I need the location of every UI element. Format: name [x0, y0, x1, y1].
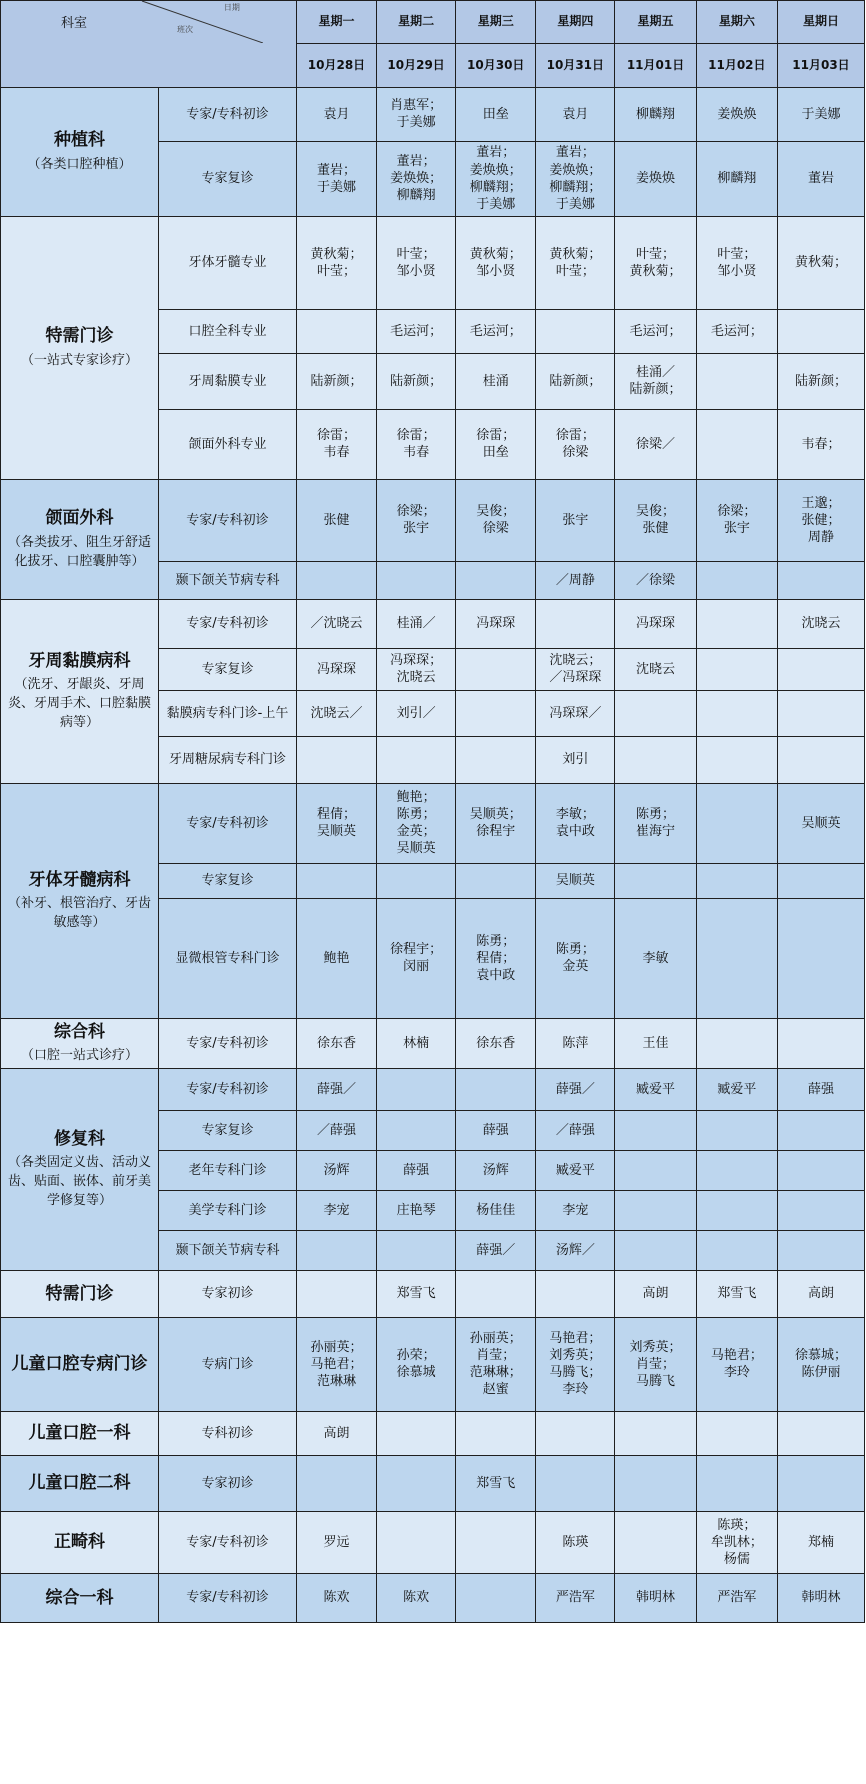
doctor-cell: 严浩军 [536, 1573, 615, 1622]
doctor-cell [615, 1150, 696, 1190]
doctor-cell: 韦春； [777, 409, 864, 479]
doctor-cell: 高朗 [296, 1411, 376, 1455]
doctor-cell: 冯琛琛 [456, 599, 536, 648]
doctor-cell [777, 648, 864, 690]
doctor-cell: 徐雷； 田垒 [456, 409, 536, 479]
doctor-cell [536, 309, 615, 353]
doctor-cell: 陆新颜； [536, 353, 615, 409]
doctor-cell: ／沈晓云 [296, 599, 376, 648]
weekday-header: 星期日 [777, 1, 864, 44]
doctor-cell: 沈晓云／ [296, 690, 376, 736]
doctor-cell: 于美娜 [777, 87, 864, 141]
doctor-cell: 韩明林 [777, 1573, 864, 1622]
doctor-cell [696, 1455, 777, 1511]
doctor-cell: ／周静 [536, 561, 615, 599]
schedule-row [1, 1068, 865, 1110]
doctor-cell: ／薛强 [536, 1110, 615, 1150]
doctor-cell [377, 736, 456, 783]
department-cell [1, 479, 159, 599]
doctor-cell: 吴俊； 张健 [615, 479, 696, 561]
doctor-cell: 陈勇； 程倩； 袁中政 [456, 898, 536, 1018]
doctor-cell [456, 648, 536, 690]
doctor-cell: 毛运河； [696, 309, 777, 353]
doctor-cell: 吴顺英 [536, 863, 615, 898]
doctor-cell [456, 1411, 536, 1455]
department-name: 综合科 [54, 1021, 106, 1042]
doctor-cell: 徐程宇； 闵丽 [377, 898, 456, 1018]
doctor-cell [456, 1068, 536, 1110]
doctor-cell: 陈欢 [377, 1573, 456, 1622]
slot-cell: 牙体牙髓专业 [159, 216, 297, 309]
doctor-cell: 黄秋菊； 邹小贤 [456, 216, 536, 309]
doctor-cell [615, 1230, 696, 1270]
slot-cell: 专家/专科初诊 [159, 599, 297, 648]
doctor-cell: 徐东香 [456, 1018, 536, 1068]
doctor-cell: 薛强 [377, 1150, 456, 1190]
doctor-cell: 汤辉 [296, 1150, 376, 1190]
doctor-cell: 马艳君； 刘秀英； 马腾飞； 李玲 [536, 1317, 615, 1411]
doctor-cell [777, 898, 864, 1018]
doctor-cell [696, 1110, 777, 1150]
doctor-cell: 桂涌 [456, 353, 536, 409]
doctor-cell: 汤辉／ [536, 1230, 615, 1270]
doctor-cell: 董岩； 姜焕焕； 柳麟翔； 于美娜 [456, 141, 536, 216]
weekday-header: 星期三 [456, 1, 536, 44]
doctor-cell [777, 690, 864, 736]
schedule-body [1, 87, 865, 1622]
department-name: 种植科 [54, 130, 106, 151]
doctor-cell [456, 1511, 536, 1573]
doctor-cell: 薛强／ [456, 1230, 536, 1270]
doctor-cell: 刘引 [536, 736, 615, 783]
doctor-cell: 陆新颜； [777, 353, 864, 409]
schedule-row [1, 479, 865, 561]
schedule-row [1, 599, 865, 648]
doctor-cell [777, 1150, 864, 1190]
department-name: 牙体牙髓病科 [28, 869, 131, 890]
slot-cell: 牙周黏膜专业 [159, 353, 297, 409]
department-description: （各类拔牙、阻生牙舒适化拔牙、口腔囊肿等） [8, 534, 152, 569]
doctor-cell [296, 863, 376, 898]
doctor-cell: 袁月 [536, 87, 615, 141]
slot-cell: 专家复诊 [159, 1110, 297, 1150]
doctor-cell: 郑楠 [777, 1511, 864, 1573]
doctor-cell: 李敏； 袁中政 [536, 783, 615, 863]
doctor-cell [377, 1511, 456, 1573]
doctor-cell [696, 1230, 777, 1270]
doctor-cell: 杨佳佳 [456, 1190, 536, 1230]
doctor-cell [615, 1455, 696, 1511]
doctor-cell [296, 1455, 376, 1511]
doctor-cell: 鲍艳； 陈勇； 金英； 吴顺英 [377, 783, 456, 863]
doctor-cell: 刘秀英； 肖莹； 马腾飞 [615, 1317, 696, 1411]
slot-cell: 口腔全科专业 [159, 309, 297, 353]
doctor-cell [696, 1018, 777, 1068]
slot-cell: 专家初诊 [159, 1270, 297, 1317]
doctor-cell [615, 1411, 696, 1455]
doctor-cell [615, 1110, 696, 1150]
doctor-cell: 薛强／ [296, 1068, 376, 1110]
doctor-cell: 孙丽英； 马艳君； 范琳琳 [296, 1317, 376, 1411]
doctor-cell: 董岩； 于美娜 [296, 141, 376, 216]
doctor-cell [456, 690, 536, 736]
doctor-cell [696, 863, 777, 898]
schedule-row [1, 1455, 865, 1511]
doctor-cell: 陆新颜； [296, 353, 376, 409]
slot-cell: 专病门诊 [159, 1317, 297, 1411]
department-cell [1, 1411, 159, 1455]
department-description: （各类固定义齿、活动义齿、贴面、嵌体、前牙美学修复等） [8, 1155, 152, 1208]
doctor-cell [296, 561, 376, 599]
doctor-cell [615, 1511, 696, 1573]
doctor-cell [777, 1411, 864, 1455]
doctor-cell: 薛强 [777, 1068, 864, 1110]
doctor-cell [615, 1190, 696, 1230]
slot-cell: 专家复诊 [159, 863, 297, 898]
doctor-cell: 袁月 [296, 87, 376, 141]
doctor-cell [777, 1018, 864, 1068]
slot-cell: 专科初诊 [159, 1411, 297, 1455]
slot-axis-label: 班次 [177, 25, 193, 34]
schedule-row [1, 1018, 865, 1068]
doctor-cell: 冯琛琛 [615, 599, 696, 648]
slot-cell: 专家/专科初诊 [159, 479, 297, 561]
doctor-cell: 姜焕焕 [615, 141, 696, 216]
doctor-cell [296, 309, 376, 353]
doctor-cell: 李宠 [536, 1190, 615, 1230]
schedule-row [1, 1511, 865, 1573]
doctor-cell [456, 736, 536, 783]
doctor-cell [377, 1411, 456, 1455]
department-cell [1, 1511, 159, 1573]
doctor-cell [696, 1190, 777, 1230]
doctor-cell: 黄秋菊； [777, 216, 864, 309]
doctor-cell [377, 1230, 456, 1270]
doctor-cell: 臧爱平 [615, 1068, 696, 1110]
doctor-cell: 徐雷； 韦春 [296, 409, 376, 479]
doctor-cell: 吴顺英； 徐程宇 [456, 783, 536, 863]
doctor-cell: 陈勇； 崔海宁 [615, 783, 696, 863]
doctor-cell [456, 863, 536, 898]
date-header: 10月29日 [377, 44, 456, 87]
doctor-cell: 吴顺英 [777, 783, 864, 863]
date-header: 11月01日 [615, 44, 696, 87]
doctor-cell [615, 690, 696, 736]
department-description: （各类口腔种植） [27, 156, 132, 172]
table-corner-header [1, 1, 297, 88]
doctor-cell [777, 1190, 864, 1230]
doctor-cell: 郑雪飞 [696, 1270, 777, 1317]
doctor-cell [377, 863, 456, 898]
doctor-cell: 徐雷； 韦春 [377, 409, 456, 479]
doctor-cell: 高朗 [615, 1270, 696, 1317]
doctor-cell: 鲍艳 [296, 898, 376, 1018]
schedule-row [1, 1317, 865, 1411]
slot-cell: 专家初诊 [159, 1455, 297, 1511]
doctor-cell: 徐梁； 张宇 [377, 479, 456, 561]
doctor-cell [696, 898, 777, 1018]
doctor-cell [615, 736, 696, 783]
doctor-cell: 姜焕焕 [696, 87, 777, 141]
doctor-cell [456, 1270, 536, 1317]
doctor-cell [696, 1411, 777, 1455]
schedule-row [1, 1270, 865, 1317]
department-cell [1, 1068, 159, 1270]
department-name: 正畸科 [54, 1532, 106, 1553]
slot-cell: 颞下颌关节病专科 [159, 1230, 297, 1270]
doctor-cell [696, 736, 777, 783]
doctor-cell [296, 1230, 376, 1270]
doctor-cell [456, 1573, 536, 1622]
doctor-cell [696, 783, 777, 863]
doctor-cell [456, 561, 536, 599]
weekday-header: 星期四 [536, 1, 615, 44]
schedule-row [1, 87, 865, 141]
doctor-cell [696, 690, 777, 736]
doctor-cell: ／徐梁 [615, 561, 696, 599]
slot-cell: 专家/专科初诊 [159, 1018, 297, 1068]
doctor-cell: 李敏 [615, 898, 696, 1018]
doctor-cell: 桂涌／ [377, 599, 456, 648]
department-cell [1, 1018, 159, 1068]
department-cell [1, 1270, 159, 1317]
doctor-cell [777, 1110, 864, 1150]
doctor-cell: 陈萍 [536, 1018, 615, 1068]
doctor-cell: 张健 [296, 479, 376, 561]
doctor-cell [777, 863, 864, 898]
schedule-row [1, 1573, 865, 1622]
doctor-cell: 肖惠军； 于美娜 [377, 87, 456, 141]
doctor-cell: 严浩军 [696, 1573, 777, 1622]
department-name: 颌面外科 [45, 508, 114, 529]
doctor-cell: 陆新颜； [377, 353, 456, 409]
doctor-cell: 罗远 [296, 1511, 376, 1573]
doctor-cell [777, 309, 864, 353]
doctor-cell: 叶莹； 黄秋菊； [615, 216, 696, 309]
doctor-cell: 徐慕城； 陈伊丽 [777, 1317, 864, 1411]
department-description: （口腔一站式诊疗） [21, 1048, 139, 1064]
department-name: 特需门诊 [45, 326, 114, 347]
doctor-cell [696, 561, 777, 599]
doctor-cell: 薛强／ [536, 1068, 615, 1110]
department-description: （补牙、根管治疗、牙齿敏感等） [8, 896, 152, 930]
doctor-cell [296, 736, 376, 783]
slot-cell: 颌面外科专业 [159, 409, 297, 479]
slot-cell: 专家复诊 [159, 648, 297, 690]
department-cell [1, 599, 159, 783]
slot-cell: 老年专科门诊 [159, 1150, 297, 1190]
doctor-cell [696, 1150, 777, 1190]
slot-cell: 专家/专科初诊 [159, 1511, 297, 1573]
doctor-cell [777, 561, 864, 599]
doctor-cell [536, 1270, 615, 1317]
schedule-row [1, 1411, 865, 1455]
doctor-cell: 吴俊； 徐梁 [456, 479, 536, 561]
doctor-cell: 汤辉 [456, 1150, 536, 1190]
slot-cell: 专家复诊 [159, 141, 297, 216]
department-name: 儿童口腔二科 [28, 1473, 131, 1494]
slot-cell: 牙周糖尿病专科门诊 [159, 736, 297, 783]
doctor-cell: 韩明林 [615, 1573, 696, 1622]
doctor-cell: 陈瑛； 牟凯林； 杨儒 [696, 1511, 777, 1573]
doctor-cell: 毛运河； [615, 309, 696, 353]
doctor-cell: 董岩 [777, 141, 864, 216]
date-header: 11月02日 [696, 44, 777, 87]
weekday-header: 星期六 [696, 1, 777, 44]
doctor-cell [536, 599, 615, 648]
doctor-cell: 林楠 [377, 1018, 456, 1068]
doctor-cell [377, 561, 456, 599]
doctor-cell: 薛强 [456, 1110, 536, 1150]
slot-cell: 专家/专科初诊 [159, 87, 297, 141]
slot-cell: 黏膜病专科门诊-上午 [159, 690, 297, 736]
date-header: 10月31日 [536, 44, 615, 87]
doctor-cell [777, 736, 864, 783]
doctor-cell: 黄秋菊； 叶莹； [296, 216, 376, 309]
doctor-cell: 桂涌／ 陆新颜； [615, 353, 696, 409]
slot-cell: 显微根管专科门诊 [159, 898, 297, 1018]
doctor-cell: 臧爱平 [696, 1068, 777, 1110]
doctor-cell: 臧爱平 [536, 1150, 615, 1190]
doctor-cell: ／薛强 [296, 1110, 376, 1150]
doctor-cell: 陈勇； 金英 [536, 898, 615, 1018]
slot-cell: 专家/专科初诊 [159, 1573, 297, 1622]
doctor-cell: 田垒 [456, 87, 536, 141]
doctor-cell [615, 863, 696, 898]
doctor-cell: 李宠 [296, 1190, 376, 1230]
schedule-row [1, 216, 865, 309]
doctor-cell: 柳麟翔 [696, 141, 777, 216]
doctor-cell [696, 409, 777, 479]
department-cell [1, 87, 159, 216]
doctor-cell: 程倩； 吴顺英 [296, 783, 376, 863]
doctor-cell [377, 1110, 456, 1150]
doctor-cell [696, 599, 777, 648]
doctor-cell: 沈晓云； ／冯琛琛 [536, 648, 615, 690]
slot-cell: 颞下颌关节病专科 [159, 561, 297, 599]
doctor-cell: 刘引／ [377, 690, 456, 736]
doctor-cell: 孙丽英； 肖莹； 范琳琳； 赵蜜 [456, 1317, 536, 1411]
doctor-cell: 柳麟翔 [615, 87, 696, 141]
doctor-cell: 董岩； 姜焕焕； 柳麟翔； 于美娜 [536, 141, 615, 216]
slot-cell: 专家/专科初诊 [159, 1068, 297, 1110]
doctor-cell: 冯琛琛 [296, 648, 376, 690]
doctor-cell: 董岩； 姜焕焕； 柳麟翔 [377, 141, 456, 216]
doctor-cell: 庄艳琴 [377, 1190, 456, 1230]
doctor-cell: 冯琛琛／ [536, 690, 615, 736]
department-name: 修复科 [54, 1128, 106, 1149]
doctor-cell: 高朗 [777, 1270, 864, 1317]
doctor-cell: 冯琛琛； 沈晓云 [377, 648, 456, 690]
date-axis-label: 日期 [223, 3, 240, 12]
department-name: 儿童口腔一科 [28, 1423, 131, 1444]
doctor-cell [696, 353, 777, 409]
slot-cell: 美学专科门诊 [159, 1190, 297, 1230]
department-description: （一站式专家诊疗） [21, 352, 139, 368]
date-header: 11月03日 [777, 44, 864, 87]
doctor-cell: 王邈； 张健； 周静 [777, 479, 864, 561]
department-cell [1, 783, 159, 1018]
department-cell [1, 1573, 159, 1622]
doctor-cell: 沈晓云 [777, 599, 864, 648]
doctor-cell: 徐梁； 张宇 [696, 479, 777, 561]
doctor-cell: 徐东香 [296, 1018, 376, 1068]
department-name: 综合一科 [45, 1587, 114, 1608]
date-header: 10月30日 [456, 44, 536, 87]
department-name: 牙周黏膜病科 [28, 650, 131, 671]
doctor-cell: 孙荣； 徐慕城 [377, 1317, 456, 1411]
department-description: （洗牙、牙龈炎、牙周炎、牙周手术、口腔黏膜病等） [8, 677, 152, 730]
department-name: 特需门诊 [45, 1283, 114, 1304]
schedule-row [1, 783, 865, 863]
department-cell [1, 216, 159, 479]
doctor-cell: 郑雪飞 [456, 1455, 536, 1511]
doctor-cell [536, 1455, 615, 1511]
doctor-cell [696, 648, 777, 690]
doctor-cell: 叶莹； 邹小贤 [377, 216, 456, 309]
weekday-header: 星期一 [296, 1, 376, 44]
doctor-cell: 毛运河； [377, 309, 456, 353]
department-cell [1, 1317, 159, 1411]
doctor-cell: 王佳 [615, 1018, 696, 1068]
doctor-cell [296, 1270, 376, 1317]
doctor-cell: 郑雪飞 [377, 1270, 456, 1317]
weekday-header: 星期五 [615, 1, 696, 44]
doctor-cell: 毛运河； [456, 309, 536, 353]
doctor-cell [536, 1411, 615, 1455]
department-name: 儿童口腔专病门诊 [11, 1354, 148, 1375]
doctor-cell: 叶莹； 邹小贤 [696, 216, 777, 309]
doctor-cell: 陈瑛 [536, 1511, 615, 1573]
doctor-cell [377, 1455, 456, 1511]
date-header: 10月28日 [296, 44, 376, 87]
doctor-cell: 马艳君； 李玲 [696, 1317, 777, 1411]
doctor-cell: 沈晓云 [615, 648, 696, 690]
doctor-cell: 黄秋菊； 叶莹； [536, 216, 615, 309]
doctor-cell [777, 1455, 864, 1511]
dept-column-label: 科室 [61, 16, 88, 31]
doctor-cell: 徐雷； 徐梁 [536, 409, 615, 479]
doctor-cell [377, 1068, 456, 1110]
doctor-cell: 陈欢 [296, 1573, 376, 1622]
department-cell [1, 1455, 159, 1511]
weekday-header: 星期二 [377, 1, 456, 44]
doctor-cell [777, 1230, 864, 1270]
doctor-cell: 徐梁／ [615, 409, 696, 479]
doctor-cell: 张宇 [536, 479, 615, 561]
slot-cell: 专家/专科初诊 [159, 783, 297, 863]
